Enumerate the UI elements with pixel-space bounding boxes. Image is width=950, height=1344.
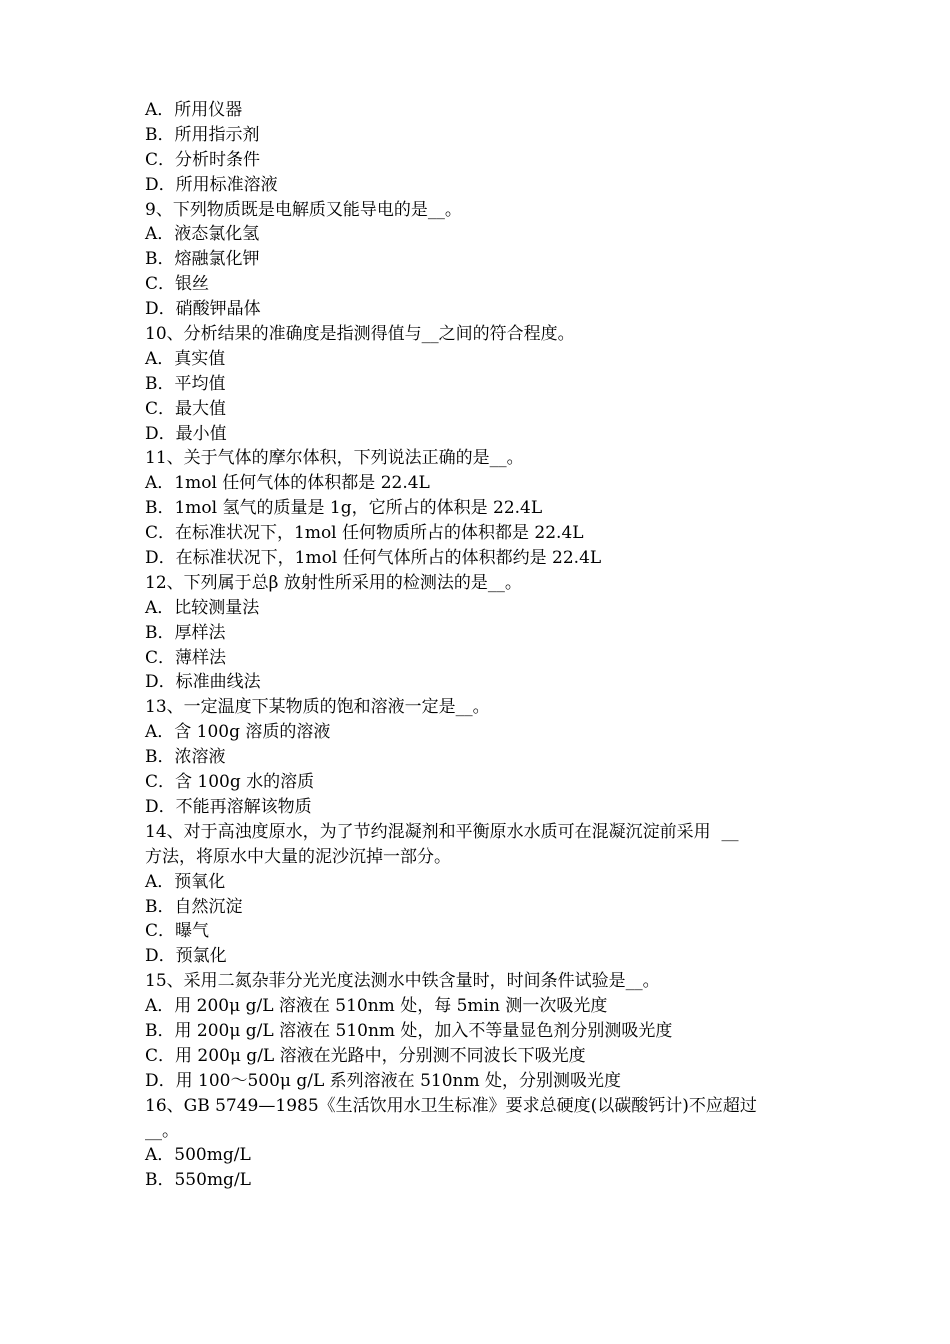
option-line: A．比较测量法 xyxy=(145,597,260,618)
option-line: B．用 200μ g/L 溶液在 510nm 处，加入不等量显色剂分别测吸光度 xyxy=(145,1020,673,1041)
option-line: D．标准曲线法 xyxy=(145,672,261,693)
option-line: C．在标准状况下，1mol 任何物质所占的体积都是 22.4L xyxy=(145,523,584,544)
option-line: A．预氧化 xyxy=(145,871,226,892)
option-line: C．银丝 xyxy=(145,274,210,295)
question-9: 9、下列物质既是电解质又能导电的是__。 xyxy=(145,199,462,220)
option-line: C．薄样法 xyxy=(145,647,227,668)
question-16-continued: __。 xyxy=(145,1120,179,1141)
question-16: 16、GB 5749—1985《生活饮用水卫生标准》要求总硬度(以碳酸钙计)不应超过 xyxy=(145,1095,757,1116)
question-10: 10、分析结果的准确度是指测得值与__之间的符合程度。 xyxy=(145,324,575,345)
option-line: A．1mol 任何气体的体积都是 22.4L xyxy=(145,473,430,494)
option-line: B．自然沉淀 xyxy=(145,896,243,917)
option-line: D．最小值 xyxy=(145,423,227,444)
question-13: 13、一定温度下某物质的饱和溶液一定是__。 xyxy=(145,697,490,718)
option-line: A．含 100g 溶质的溶液 xyxy=(145,722,331,743)
option-line: A．真实值 xyxy=(145,348,226,369)
option-line: D．硝酸钾晶体 xyxy=(145,299,261,320)
option-line: D．预氯化 xyxy=(145,946,227,967)
option-line: B．550mg/L xyxy=(145,1170,251,1191)
option-line: B．浓溶液 xyxy=(145,747,226,768)
option-line: D．所用标准溶液 xyxy=(145,174,278,195)
question-15: 15、采用二氮杂菲分光光度法测水中铁含量时，时间条件试验是__。 xyxy=(145,971,660,992)
option-line: B．厚样法 xyxy=(145,622,226,643)
option-line: D．不能再溶解该物质 xyxy=(145,796,312,817)
question-11: 11、关于气体的摩尔体积，下列说法正确的是__。 xyxy=(145,448,524,469)
document-body xyxy=(145,98,815,1193)
option-line: B．平均值 xyxy=(145,373,226,394)
option-line: C．用 200μ g/L 溶液在光路中，分别测不同波长下吸光度 xyxy=(145,1045,586,1066)
option-line: D．在标准状况下，1mol 任何气体所占的体积都约是 22.4L xyxy=(145,548,602,569)
option-line: A．液态氯化氢 xyxy=(145,224,260,245)
option-line: A．用 200μ g/L 溶液在 510nm 处，每 5min 测一次吸光度 xyxy=(145,996,608,1017)
option-line: A．500mg/L xyxy=(145,1145,251,1166)
option-line: C．含 100g 水的溶质 xyxy=(145,772,315,793)
question-12: 12、下列属于总β 放射性所采用的检测法的是__。 xyxy=(145,572,522,593)
question-14-continued: 方法，将原水中大量的泥沙沉掉一部分。 xyxy=(145,846,451,867)
option-line: B．所用指示剂 xyxy=(145,124,260,145)
option-line: A．所用仪器 xyxy=(145,100,243,120)
option-line: C．曝气 xyxy=(145,921,210,942)
option-line: C．最大值 xyxy=(145,398,227,419)
option-line: D．用 100～500μ g/L 系列溶液在 510nm 处，分别测吸光度 xyxy=(145,1070,622,1091)
option-line: B．熔融氯化钾 xyxy=(145,249,260,270)
question-14: 14、对于高浊度原水，为了节约混凝剂和平衡原水水质可在混凝沉淀前采用 __ xyxy=(145,821,739,842)
option-line: C．分析时条件 xyxy=(145,149,261,170)
option-line: B．1mol 氢气的质量是 1g，它所占的体积是 22.4L xyxy=(145,498,543,519)
